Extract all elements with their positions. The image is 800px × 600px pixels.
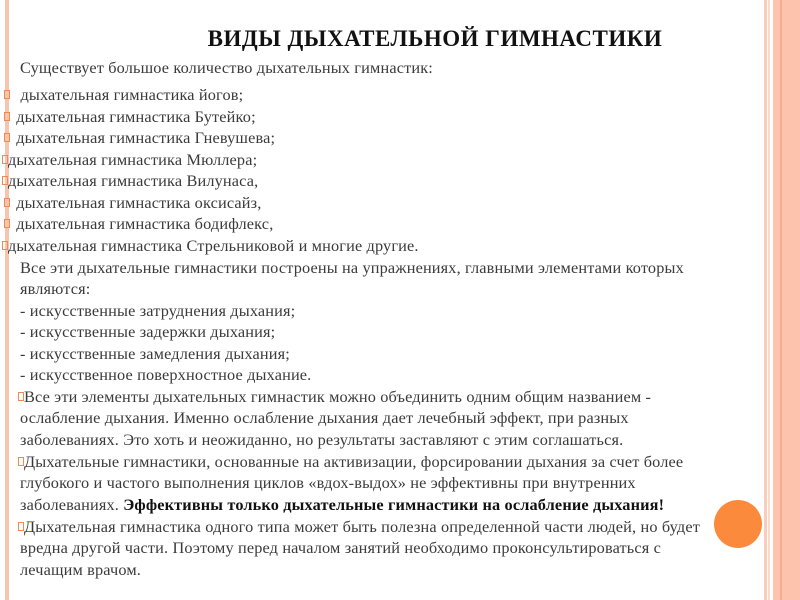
paragraph-line [18, 517, 700, 537]
paragraph-line: заболеваниях. Это хоть и неожиданно, но результаты заставляют с этим соглашаться. [20, 430, 624, 449]
list-item [2, 150, 257, 170]
paragraph-text: заболеваниях. [20, 495, 124, 514]
list-item [4, 85, 243, 105]
bullet-icon [4, 112, 10, 121]
paragraph-line [18, 387, 651, 407]
list-item-text: дыхательная гимнастика оксисайз, [12, 193, 262, 212]
slide-title: ВИДЫ ДЫХАТЕЛЬНОЙ ГИМНАСТИКИ [207, 26, 663, 51]
paragraph-text: Дыхательные гимнастики, основанные на активизации, форсировании дыхания за счет более [24, 452, 684, 471]
bold-emphasis-text: Эффективны только дыхательные гимнастики на ослабление дыхания! [123, 495, 665, 514]
list-item-text: дыхательная гимнастика Бутейко; [12, 107, 256, 126]
list-item-text: дыхательная гимнастика Гневушева; [12, 128, 276, 147]
bullet-icon [4, 219, 10, 228]
paragraph-line [18, 452, 683, 472]
list-item-text: дыхательная гимнастика бодифлекс, [12, 214, 274, 233]
paragraph-text: Дыхательная гимнастика одного типа может быть полезна определенной части людей, но будет [24, 517, 700, 536]
list-item-text: дыхательная гимнастика Стрельниковой и многие другие. [8, 236, 419, 255]
dash-item: - искусственное поверхностное дыхание. [20, 365, 312, 384]
list-item-text: дыхательная гимнастика Вилунаса, [8, 171, 259, 190]
paragraph-line: Все эти дыхательные гимнастики построены на упражнениях, главными элементами которых [20, 258, 684, 277]
right-decor-stripe [780, 0, 782, 600]
bullet-icon [4, 90, 10, 99]
list-item [4, 107, 256, 127]
right-decor-stripe [768, 0, 770, 600]
list-item-text: дыхательная гимнастика йогов; [12, 85, 244, 104]
list-item-text: дыхательная гимнастика Мюллера; [8, 150, 258, 169]
right-decor-band [773, 0, 800, 600]
orange-circle-decor [714, 500, 762, 548]
paragraph-line: лечащим врачом. [20, 560, 142, 579]
right-decor-stripe [764, 0, 767, 600]
paragraph-line: вредна другой части. Поэтому перед началом занятий необходимо проконсультироваться с [20, 538, 661, 557]
dash-item: - искусственные задержки дыхания; [20, 322, 276, 341]
list-item [4, 128, 275, 148]
intro-text: Существует большое количество дыхательных гимнастик: [20, 58, 433, 77]
list-item [4, 193, 261, 213]
list-item [2, 171, 258, 191]
paragraph-line: глубокого и частого выполнения циклов «вдох-выдох» не эффективны при внутренних [20, 473, 636, 492]
dash-item: - искусственные затруднения дыхания; [20, 301, 296, 320]
dash-item: - искусственные замедления дыхания; [20, 344, 290, 363]
bullet-icon [4, 133, 10, 142]
paragraph-line: ослабление дыхания. Именно ослабление дыхания дает лечебный эффект, при разных [20, 408, 629, 427]
list-item [2, 236, 419, 256]
paragraph-line [20, 495, 664, 515]
paragraph-text: Все эти элементы дыхательных гимнастик можно объединить одним общим названием - [24, 387, 652, 406]
list-item [4, 214, 273, 234]
paragraph-line: являются: [20, 279, 91, 298]
bullet-icon [4, 198, 10, 207]
